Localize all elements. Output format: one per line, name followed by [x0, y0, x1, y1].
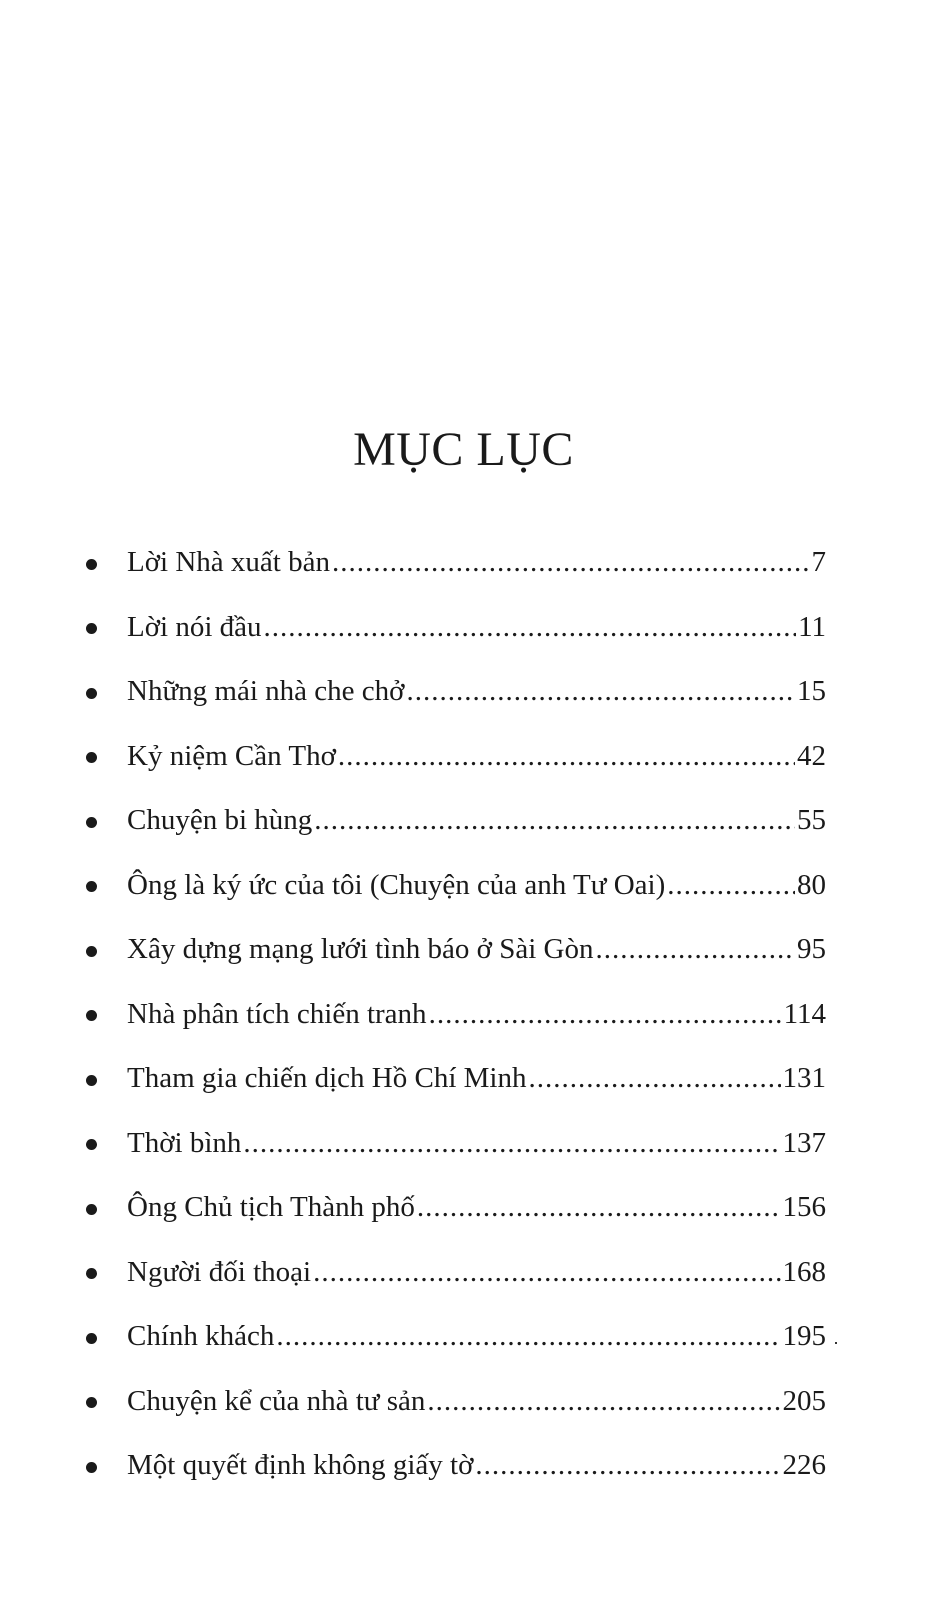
toc-entry-title: Những mái nhà che chở	[127, 675, 405, 708]
toc-entry-title: Lời nói đầu	[127, 610, 262, 643]
toc-entry-page: 168	[782, 1255, 826, 1288]
dot-leader	[475, 1445, 780, 1485]
dot-leader	[313, 1252, 780, 1292]
toc-entry-title: Ông là ký ức của tôi (Chuyện của anh Tư Oai)	[127, 868, 666, 901]
toc-entry[interactable]	[86, 917, 826, 982]
table-of-contents	[86, 530, 826, 1498]
dot-leader	[276, 1316, 780, 1356]
toc-entry[interactable]	[86, 982, 826, 1047]
toc-entry-page: 205	[782, 1384, 826, 1417]
toc-entry-title: Ông Chủ tịch Thành phố	[127, 1191, 415, 1224]
toc-entry[interactable]	[86, 1304, 826, 1369]
toc-entry-title: Chính khách	[127, 1320, 275, 1353]
toc-entry-title: Xây dựng mạng lưới tình báo ở Sài Gòn	[127, 933, 594, 966]
toc-entry[interactable]	[86, 1240, 826, 1305]
toc-entry[interactable]	[86, 530, 826, 595]
toc-entry-page: 7	[811, 546, 826, 579]
toc-entry[interactable]	[86, 659, 826, 724]
toc-entry-page: 95	[797, 933, 826, 966]
dot-leader	[406, 671, 795, 711]
toc-entry-page: 131	[782, 1062, 826, 1095]
toc-entry-page: 55	[797, 804, 826, 837]
bullet-icon	[86, 1010, 97, 1021]
toc-entry-title: Tham gia chiến dịch Hồ Chí Minh	[127, 1062, 527, 1095]
bullet-icon	[86, 1397, 97, 1408]
bullet-icon	[86, 1333, 97, 1344]
toc-entry[interactable]	[86, 788, 826, 853]
toc-entry[interactable]	[86, 724, 826, 789]
bullet-icon	[86, 1139, 97, 1150]
toc-entry[interactable]	[86, 595, 826, 660]
toc-entry-title: Người đối thoại	[127, 1255, 312, 1288]
dot-leader	[264, 607, 797, 647]
bullet-icon	[86, 559, 97, 570]
dot-leader	[429, 994, 782, 1034]
bullet-icon	[86, 688, 97, 699]
toc-entry-page: 137	[782, 1126, 826, 1159]
toc-entry-title: Chuyện bi hùng	[127, 804, 313, 837]
toc-entry-title: Chuyện kể của nhà tư sản	[127, 1384, 426, 1417]
toc-entry-title: Kỷ niệm Cần Thơ	[127, 739, 336, 772]
toc-entry[interactable]	[86, 1111, 826, 1176]
page-title: MỤC LỤC	[353, 423, 574, 477]
toc-entry-page: 226	[782, 1449, 826, 1482]
toc-entry-page: 80	[797, 868, 826, 901]
bullet-icon	[86, 881, 97, 892]
toc-entry-page: 114	[783, 997, 826, 1030]
toc-entry-title: Nhà phân tích chiến tranh	[127, 997, 427, 1030]
toc-entry-page: 156	[782, 1191, 826, 1224]
bullet-icon	[86, 752, 97, 763]
dot-leader	[332, 542, 810, 582]
toc-entry-page: 195	[782, 1320, 826, 1353]
toc-entry-title: Lời Nhà xuất bản	[127, 546, 330, 579]
toc-entry[interactable]	[86, 1046, 826, 1111]
toc-entry[interactable]	[86, 1175, 826, 1240]
toc-entry-page: 15	[797, 675, 826, 708]
bullet-icon	[86, 1075, 97, 1086]
toc-entry[interactable]	[86, 853, 826, 918]
bullet-icon	[86, 1204, 97, 1215]
dot-leader	[314, 800, 795, 840]
dot-leader	[529, 1058, 781, 1098]
toc-entry-title: Một quyết định không giấy tờ	[127, 1449, 474, 1482]
dot-leader	[338, 736, 795, 776]
toc-entry[interactable]	[86, 1369, 826, 1434]
toc-entry[interactable]	[86, 1433, 826, 1498]
bullet-icon	[86, 1268, 97, 1279]
toc-entry-page: 11	[798, 610, 826, 643]
bullet-icon	[86, 946, 97, 957]
toc-entry-page: 42	[797, 739, 826, 772]
dot-leader	[427, 1381, 780, 1421]
toc-entry-title: Thời bình	[127, 1126, 242, 1159]
dot-leader	[417, 1187, 781, 1227]
bullet-icon	[86, 623, 97, 634]
bullet-icon	[86, 1462, 97, 1473]
dot-leader	[595, 929, 795, 969]
print-speck	[835, 1342, 837, 1344]
dot-leader	[243, 1123, 780, 1163]
bullet-icon	[86, 817, 97, 828]
dot-leader	[667, 865, 795, 905]
